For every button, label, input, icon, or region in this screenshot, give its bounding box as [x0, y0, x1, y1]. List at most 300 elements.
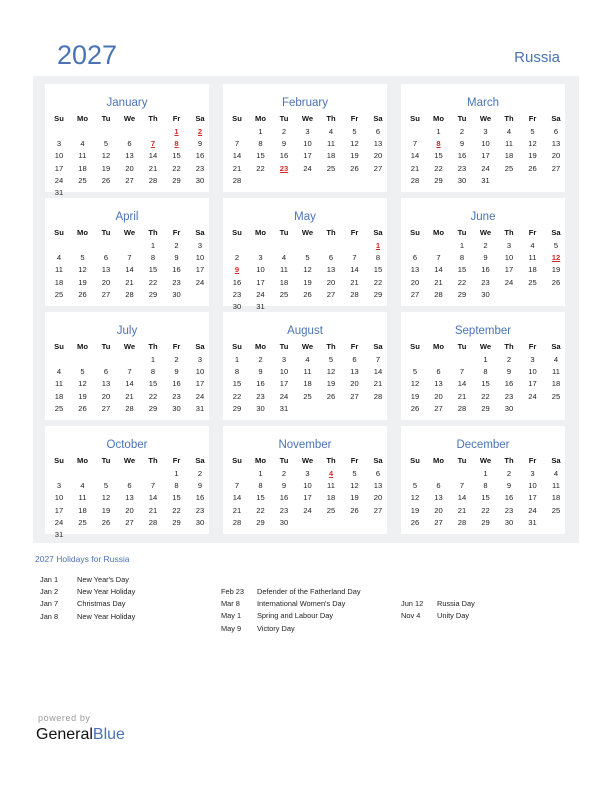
holiday-date: May 9: [221, 623, 242, 633]
day-cell: 18: [504, 151, 514, 161]
weekday-header: Th: [148, 456, 158, 465]
day-cell: 16: [195, 493, 205, 503]
day-cell: 30: [172, 403, 181, 413]
day-cell: 30: [195, 175, 205, 185]
day-cell: 4: [328, 127, 334, 136]
day-cell: 21: [410, 163, 420, 173]
powered-by-text: powered by: [38, 713, 91, 723]
weekday-header: Sa: [195, 114, 205, 123]
weekday-header: Fr: [350, 228, 359, 237]
day-cell: 19: [410, 391, 420, 401]
day-cell: 22: [172, 163, 181, 173]
day-cell: 21: [125, 277, 134, 287]
day-cell: 23: [172, 277, 181, 287]
month-july: [45, 312, 209, 420]
day-cell: 17: [303, 493, 312, 503]
day-cell: 2: [234, 253, 240, 263]
day-cell: 16: [279, 493, 289, 503]
month-name: December: [456, 439, 510, 451]
day-cell: 3: [197, 355, 203, 364]
day-cell: 8: [150, 367, 156, 377]
day-cell: 23: [195, 163, 205, 173]
brand-name-part2: Blue: [92, 726, 125, 743]
day-cell: 13: [434, 493, 443, 503]
day-cell: 25: [528, 277, 537, 287]
day-cell: 4: [56, 253, 62, 263]
day-cell: 5: [412, 367, 418, 377]
day-cell: 30: [481, 289, 490, 299]
day-cell: 30: [504, 403, 514, 413]
weekday-header: We: [123, 456, 136, 465]
day-cell: 29: [148, 289, 158, 299]
day-cell: 8: [150, 253, 156, 263]
day-cell: 16: [172, 379, 181, 389]
day-cell: 17: [481, 151, 490, 161]
day-cell: 18: [78, 163, 87, 173]
holiday-date: May 1: [221, 611, 242, 621]
month-may: [223, 198, 387, 311]
day-cell: 15: [172, 151, 181, 161]
day-cell: 26: [410, 403, 420, 413]
day-cell: 5: [352, 127, 357, 136]
weekday-header: Mo: [77, 342, 88, 351]
day-cell: 21: [232, 505, 242, 515]
day-cell: 11: [505, 139, 513, 149]
weekday-header: We: [301, 456, 314, 465]
day-cell: 14: [232, 493, 242, 503]
day-cell: 21: [148, 505, 158, 515]
day-cell: 4: [281, 253, 287, 263]
month-december: [401, 426, 565, 534]
day-cell: 16: [457, 151, 467, 161]
weekday-header: We: [123, 342, 136, 351]
month-name: November: [278, 439, 332, 451]
day-cell: 27: [551, 163, 561, 173]
weekday-header: Fr: [350, 342, 359, 351]
weekday-header: Sa: [373, 114, 383, 123]
day-cell: 26: [303, 289, 312, 299]
day-cell: 7: [459, 481, 465, 491]
day-cell: 22: [148, 391, 158, 401]
day-cell: 5: [103, 481, 109, 491]
holiday-date: Jan 2: [40, 587, 59, 597]
day-cell: 28: [232, 517, 242, 527]
day-cell: 27: [125, 175, 134, 185]
weekday-header: Sa: [551, 228, 561, 237]
day-cell: 19: [101, 163, 111, 173]
day-cell: 2: [281, 127, 287, 136]
day-cell: 14: [125, 265, 134, 275]
weekday-header: We: [123, 228, 136, 237]
holiday-day-cell: 4: [328, 469, 334, 478]
day-cell: 26: [101, 517, 111, 527]
day-cell: 8: [174, 481, 179, 491]
day-cell: 4: [80, 481, 85, 491]
day-cell: 15: [148, 265, 158, 275]
day-cell: 4: [305, 355, 310, 364]
day-cell: 14: [373, 367, 383, 377]
day-cell: 27: [410, 289, 420, 299]
day-cell: 10: [54, 151, 64, 161]
weekday-header: Mo: [433, 228, 444, 237]
weekday-header: Fr: [172, 114, 181, 123]
day-cell: 26: [410, 517, 420, 527]
day-cell: 31: [54, 188, 64, 197]
day-cell: 3: [56, 139, 62, 149]
day-cell: 28: [373, 391, 383, 401]
day-cell: 25: [326, 505, 336, 515]
day-cell: 1: [150, 241, 156, 250]
day-cell: 27: [373, 505, 383, 515]
day-cell: 12: [326, 367, 336, 377]
weekday-header: Mo: [255, 114, 266, 123]
day-cell: 28: [125, 403, 134, 413]
day-cell: 26: [101, 175, 111, 185]
day-cell: 19: [350, 493, 359, 503]
day-cell: 27: [434, 517, 443, 527]
day-cell: 17: [195, 265, 205, 275]
weekday-header: Su: [410, 456, 420, 465]
day-cell: 10: [256, 265, 265, 275]
weekday-header: Su: [54, 342, 64, 351]
day-cell: 7: [459, 367, 465, 377]
day-cell: 2: [459, 127, 465, 136]
weekday-header: Sa: [373, 342, 383, 351]
day-cell: 6: [375, 127, 381, 136]
day-cell: 14: [125, 379, 134, 389]
day-cell: 18: [551, 493, 561, 503]
day-cell: 15: [481, 493, 490, 503]
day-cell: 5: [412, 481, 418, 491]
day-cell: 18: [303, 379, 312, 389]
day-cell: 19: [326, 379, 336, 389]
holiday-name: Christmas Day: [77, 599, 126, 609]
weekday-header: Fr: [528, 456, 537, 465]
holiday-day-cell: 1: [375, 241, 381, 250]
day-cell: 1: [258, 469, 263, 478]
month-name: August: [287, 325, 323, 337]
day-cell: 21: [457, 505, 467, 515]
weekday-header: Su: [54, 456, 64, 465]
holiday-name: International Women's Day: [257, 599, 346, 609]
day-cell: 21: [350, 277, 359, 287]
day-cell: 16: [481, 265, 490, 275]
day-cell: 22: [481, 391, 490, 401]
day-cell: 2: [281, 469, 287, 478]
holiday-date: Jan 7: [40, 599, 59, 609]
month-name: January: [106, 97, 148, 109]
day-cell: 28: [125, 289, 134, 299]
day-cell: 7: [150, 481, 156, 491]
day-cell: 7: [436, 253, 441, 263]
day-cell: 18: [54, 277, 64, 287]
holiday-date: Jun 12: [401, 599, 424, 608]
day-cell: 30: [457, 175, 467, 185]
day-cell: 20: [350, 379, 359, 389]
day-cell: 7: [234, 481, 240, 491]
day-cell: 26: [326, 391, 336, 401]
day-cell: 11: [55, 265, 63, 275]
day-cell: 15: [232, 379, 242, 389]
month-name: June: [470, 211, 496, 223]
day-cell: 2: [506, 355, 512, 364]
day-cell: 13: [101, 379, 111, 389]
day-cell: 21: [373, 379, 383, 389]
day-cell: 12: [350, 481, 359, 491]
day-cell: 25: [326, 163, 336, 173]
weekday-header: Fr: [172, 342, 181, 351]
day-cell: 3: [197, 241, 203, 250]
month-name: July: [116, 325, 138, 337]
day-cell: 9: [197, 139, 203, 149]
day-cell: 17: [195, 379, 205, 389]
day-cell: 31: [481, 175, 490, 185]
day-cell: 11: [78, 493, 87, 503]
day-cell: 18: [54, 391, 64, 401]
day-cell: 17: [528, 379, 537, 389]
country-title: Russia: [514, 49, 560, 66]
weekday-header: Fr: [528, 114, 537, 123]
day-cell: 10: [528, 367, 537, 377]
weekday-header: Tu: [101, 114, 111, 123]
weekday-header: Th: [504, 228, 514, 237]
weekday-header: Sa: [195, 456, 205, 465]
day-cell: 25: [78, 175, 87, 185]
weekday-header: Su: [232, 228, 242, 237]
day-cell: 9: [483, 253, 488, 263]
holiday-day-cell: 9: [234, 265, 240, 275]
day-cell: 16: [504, 379, 514, 389]
day-cell: 24: [54, 175, 64, 185]
day-cell: 18: [326, 493, 336, 503]
day-cell: 29: [481, 403, 490, 413]
day-cell: 5: [103, 139, 109, 149]
day-cell: 23: [232, 289, 242, 299]
holiday-name: Unity Day: [437, 611, 470, 621]
day-cell: 7: [234, 139, 240, 149]
day-cell: 13: [125, 493, 134, 503]
day-cell: 28: [350, 289, 359, 299]
day-cell: 11: [280, 265, 288, 275]
day-cell: 7: [127, 253, 132, 263]
weekday-header: Th: [148, 228, 158, 237]
day-cell: 19: [551, 265, 561, 275]
day-cell: 13: [326, 265, 336, 275]
day-cell: 16: [232, 277, 242, 287]
day-cell: 10: [195, 367, 205, 377]
day-cell: 18: [551, 379, 561, 389]
month-april: [45, 198, 209, 306]
day-cell: 19: [78, 277, 87, 287]
day-cell: 31: [528, 517, 537, 527]
day-cell: 19: [410, 505, 420, 515]
day-cell: 2: [258, 355, 263, 364]
day-cell: 23: [504, 391, 514, 401]
day-cell: 28: [148, 175, 158, 185]
day-cell: 26: [78, 403, 87, 413]
holiday-day-cell: 8: [436, 139, 441, 149]
day-cell: 6: [553, 127, 559, 136]
day-cell: 23: [504, 505, 514, 515]
day-cell: 5: [328, 355, 334, 364]
day-cell: 10: [481, 139, 490, 149]
day-cell: 24: [195, 391, 205, 401]
holiday-day-cell: 1: [174, 127, 179, 136]
day-cell: 17: [528, 493, 537, 503]
day-cell: 7: [412, 139, 418, 149]
weekday-header: Tu: [457, 456, 467, 465]
day-cell: 26: [551, 277, 561, 287]
weekday-header: We: [479, 228, 492, 237]
day-cell: 5: [80, 367, 85, 377]
weekday-header: We: [479, 114, 492, 123]
weekday-header: Mo: [255, 456, 266, 465]
day-cell: 10: [528, 481, 537, 491]
day-cell: 17: [54, 505, 64, 515]
day-cell: 9: [506, 367, 512, 377]
day-cell: 8: [234, 367, 240, 377]
day-cell: 4: [506, 127, 512, 136]
day-cell: 1: [150, 355, 156, 364]
weekday-header: Mo: [433, 342, 444, 351]
day-cell: 30: [256, 403, 265, 413]
day-cell: 22: [232, 391, 242, 401]
day-cell: 24: [504, 277, 514, 287]
day-cell: 8: [258, 139, 263, 149]
holiday-date: Nov 4: [401, 611, 421, 621]
day-cell: 20: [125, 505, 134, 515]
day-cell: 25: [54, 289, 64, 299]
holiday-name: New Year Holiday: [77, 587, 136, 597]
month-november: [223, 426, 387, 534]
day-cell: 14: [410, 151, 420, 161]
day-cell: 14: [457, 379, 467, 389]
day-cell: 4: [553, 355, 559, 364]
day-cell: 12: [350, 139, 359, 149]
day-cell: 17: [256, 277, 265, 287]
day-cell: 13: [101, 265, 111, 275]
day-cell: 15: [172, 493, 181, 503]
day-cell: 7: [127, 367, 132, 377]
weekday-header: Th: [504, 342, 514, 351]
day-cell: 1: [483, 355, 488, 364]
day-cell: 17: [504, 265, 514, 275]
day-cell: 24: [195, 277, 205, 287]
weekday-header: Tu: [101, 342, 111, 351]
weekday-header: Su: [410, 114, 420, 123]
holiday-date: Jan 8: [40, 611, 59, 621]
day-cell: 11: [55, 379, 63, 389]
day-cell: 4: [80, 139, 85, 149]
day-cell: 26: [350, 505, 359, 515]
day-cell: 12: [410, 493, 420, 503]
day-cell: 10: [303, 481, 312, 491]
day-cell: 19: [78, 391, 87, 401]
day-cell: 18: [78, 505, 87, 515]
day-cell: 20: [125, 163, 134, 173]
weekday-header: Fr: [172, 228, 181, 237]
weekday-header: Th: [326, 228, 336, 237]
day-cell: 25: [54, 403, 64, 413]
day-cell: 19: [350, 151, 359, 161]
day-cell: 23: [279, 505, 289, 515]
day-cell: 9: [281, 139, 287, 149]
day-cell: 13: [551, 139, 561, 149]
day-cell: 1: [234, 355, 240, 364]
day-cell: 6: [436, 481, 441, 491]
day-cell: 29: [232, 403, 242, 413]
day-cell: 27: [125, 517, 134, 527]
day-cell: 14: [232, 151, 242, 161]
day-cell: 16: [195, 151, 205, 161]
day-cell: 6: [436, 367, 441, 377]
day-cell: 10: [195, 253, 205, 263]
holidays-title: 2027 Holidays for Russia: [35, 554, 130, 564]
day-cell: 22: [434, 163, 443, 173]
day-cell: 24: [279, 391, 289, 401]
day-cell: 30: [232, 302, 242, 311]
day-cell: 11: [528, 253, 537, 263]
day-cell: 12: [101, 493, 111, 503]
weekday-header: Th: [326, 456, 336, 465]
day-cell: 27: [350, 391, 359, 401]
day-cell: 19: [303, 277, 312, 287]
holiday-name: Defender of the Fatherland Day: [257, 587, 361, 596]
day-cell: 28: [457, 403, 467, 413]
day-cell: 20: [101, 391, 111, 401]
day-cell: 16: [504, 493, 514, 503]
holiday-day-cell: 2: [197, 127, 203, 136]
day-cell: 3: [530, 469, 535, 478]
day-cell: 17: [279, 379, 289, 389]
day-cell: 20: [373, 493, 383, 503]
day-cell: 31: [256, 302, 265, 311]
weekday-header: Tu: [279, 342, 289, 351]
weekday-header: Tu: [457, 342, 467, 351]
day-cell: 9: [281, 481, 287, 491]
month-june: [401, 198, 565, 306]
day-cell: 23: [457, 163, 467, 173]
day-cell: 9: [459, 139, 465, 149]
brand-logo[interactable]: [36, 726, 125, 744]
holiday-day-cell: 23: [279, 163, 289, 173]
day-cell: 1: [483, 469, 488, 478]
day-cell: 6: [127, 481, 132, 491]
day-cell: 29: [457, 289, 467, 299]
weekday-header: Su: [54, 114, 64, 123]
day-cell: 14: [350, 265, 359, 275]
day-cell: 9: [174, 253, 179, 263]
day-cell: 29: [172, 175, 181, 185]
day-cell: 13: [373, 481, 383, 491]
day-cell: 12: [410, 379, 420, 389]
day-cell: 24: [528, 391, 537, 401]
month-name: September: [454, 325, 512, 337]
day-cell: 14: [148, 493, 158, 503]
day-cell: 26: [350, 163, 359, 173]
day-cell: 10: [504, 253, 514, 263]
day-cell: 3: [305, 127, 310, 136]
day-cell: 13: [373, 139, 383, 149]
day-cell: 5: [305, 253, 310, 263]
day-cell: 4: [530, 241, 535, 250]
day-cell: 2: [174, 241, 179, 250]
day-cell: 28: [232, 175, 242, 185]
month-name: October: [106, 439, 148, 451]
month-october: [45, 426, 209, 539]
day-cell: 23: [256, 391, 265, 401]
day-cell: 30: [279, 517, 289, 527]
